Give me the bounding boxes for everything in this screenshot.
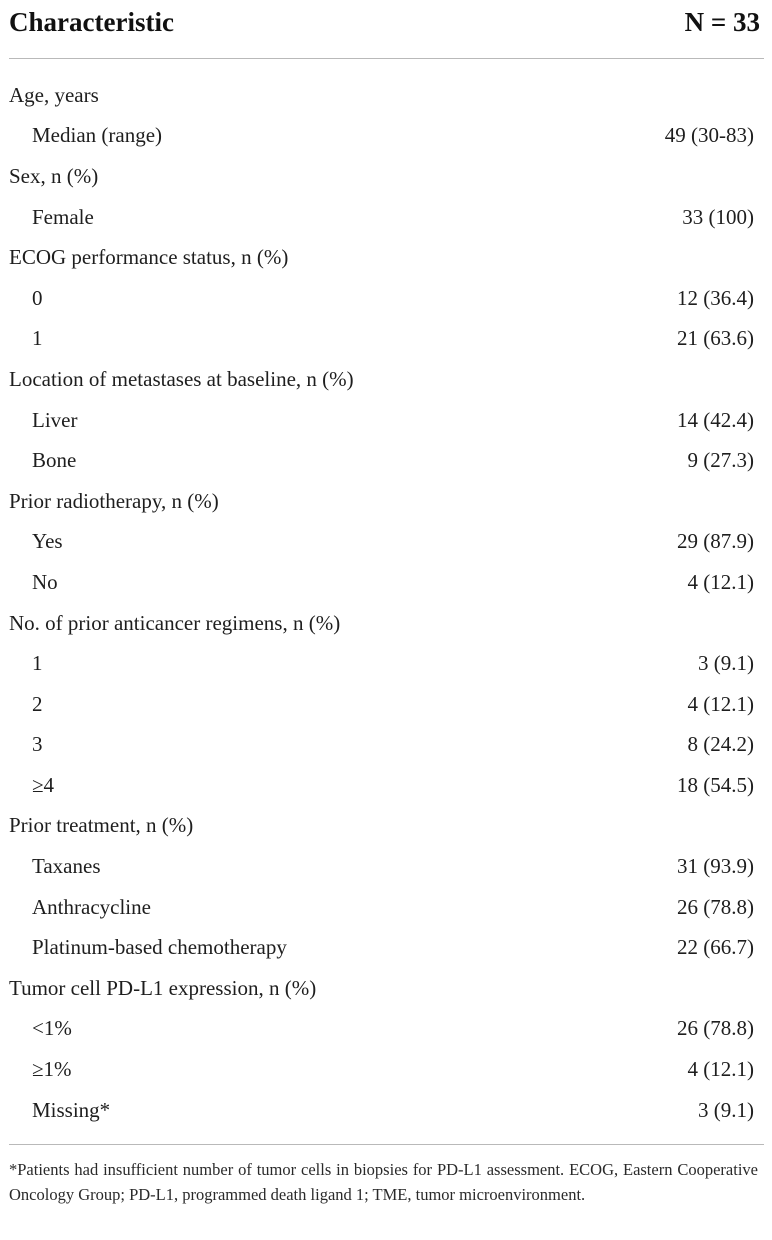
row-label: Median (range) <box>32 123 163 148</box>
row-value: 31 (93.9) <box>677 854 754 879</box>
row-value: 3 (9.1) <box>698 1097 754 1122</box>
table-row <box>9 197 764 238</box>
row-label: Anthracycline <box>32 894 151 919</box>
row-label: Location of metastases at baseline, n (%) <box>9 366 354 391</box>
table-row <box>9 765 764 806</box>
row-value: 3 (9.1) <box>698 651 754 676</box>
row-value: 18 (54.5) <box>677 772 754 797</box>
header-n: N = 33 <box>684 6 760 37</box>
row-label: Age, years <box>9 82 99 107</box>
row-label: Sex, n (%) <box>9 163 99 188</box>
table-row <box>9 684 764 725</box>
table-row <box>9 440 764 481</box>
row-value: 21 (63.6) <box>677 326 754 351</box>
row-label: No <box>32 569 58 594</box>
table-group-row <box>9 237 764 278</box>
row-value: 9 (27.3) <box>687 448 754 473</box>
row-label: Female <box>32 204 94 229</box>
table-row <box>9 887 764 928</box>
table-row <box>9 846 764 887</box>
table-group-row <box>9 806 764 847</box>
table-row <box>9 1009 764 1050</box>
row-label: Prior treatment, n (%) <box>9 813 194 838</box>
row-value: 33 (100) <box>682 204 754 229</box>
row-label: Yes <box>32 529 63 554</box>
table-row <box>9 927 764 968</box>
table-row <box>9 278 764 319</box>
table-group-row <box>9 603 764 644</box>
row-label: Bone <box>32 448 77 473</box>
row-label: 1 <box>32 651 43 676</box>
row-label: 3 <box>32 732 43 757</box>
row-label: Missing* <box>32 1097 111 1122</box>
row-value: 14 (42.4) <box>677 407 754 432</box>
row-label: ≥1% <box>32 1057 72 1082</box>
row-label: ≥4 <box>32 772 55 797</box>
row-label: 2 <box>32 691 43 716</box>
header-characteristic: Characteristic <box>9 6 174 37</box>
table-row <box>9 562 764 603</box>
row-label: Prior radiotherapy, n (%) <box>9 488 219 513</box>
header-divider <box>9 58 764 59</box>
row-value: 29 (87.9) <box>677 529 754 554</box>
row-label: Liver <box>32 407 78 432</box>
row-value: 8 (24.2) <box>687 732 754 757</box>
table-body <box>9 75 764 1130</box>
table-row <box>9 522 764 563</box>
characteristics-table <box>9 0 764 1207</box>
row-label: Platinum-based chemotherapy <box>32 935 287 960</box>
table-group-row <box>9 481 764 522</box>
row-value: 26 (78.8) <box>677 1016 754 1041</box>
row-label: <1% <box>32 1016 72 1041</box>
footer-divider <box>9 1144 764 1145</box>
table-header <box>9 0 764 42</box>
table-footnote: *Patients had insufficient number of tumor cells in biopsies for PD-L1 assessment. ECOG, Eastern Cooperative Oncology Group; PD-L1, programmed death ligand 1; TME, tumor microenvironment. <box>9 1160 758 1205</box>
table-group-row <box>9 75 764 116</box>
row-value: 22 (66.7) <box>677 935 754 960</box>
row-value: 12 (36.4) <box>677 285 754 310</box>
row-value: 26 (78.8) <box>677 894 754 919</box>
row-label: ECOG performance status, n (%) <box>9 245 289 270</box>
row-label: No. of prior anticancer regimens, n (%) <box>9 610 341 635</box>
row-value: 4 (12.1) <box>687 569 754 594</box>
table-group-row <box>9 156 764 197</box>
row-value: 4 (12.1) <box>687 691 754 716</box>
table-row <box>9 643 764 684</box>
row-label: Taxanes <box>32 854 101 879</box>
row-value: 49 (30-83) <box>664 123 754 148</box>
table-row <box>9 1090 764 1131</box>
row-label: 0 <box>32 285 43 310</box>
table-row <box>9 725 764 766</box>
row-label: Tumor cell PD-L1 expression, n (%) <box>9 975 317 1000</box>
table-row <box>9 319 764 360</box>
table-row <box>9 116 764 157</box>
row-value: 4 (12.1) <box>687 1057 754 1082</box>
table-row <box>9 1049 764 1090</box>
table-group-row <box>9 968 764 1009</box>
row-label: 1 <box>32 326 43 351</box>
table-group-row <box>9 359 764 400</box>
table-row <box>9 400 764 441</box>
